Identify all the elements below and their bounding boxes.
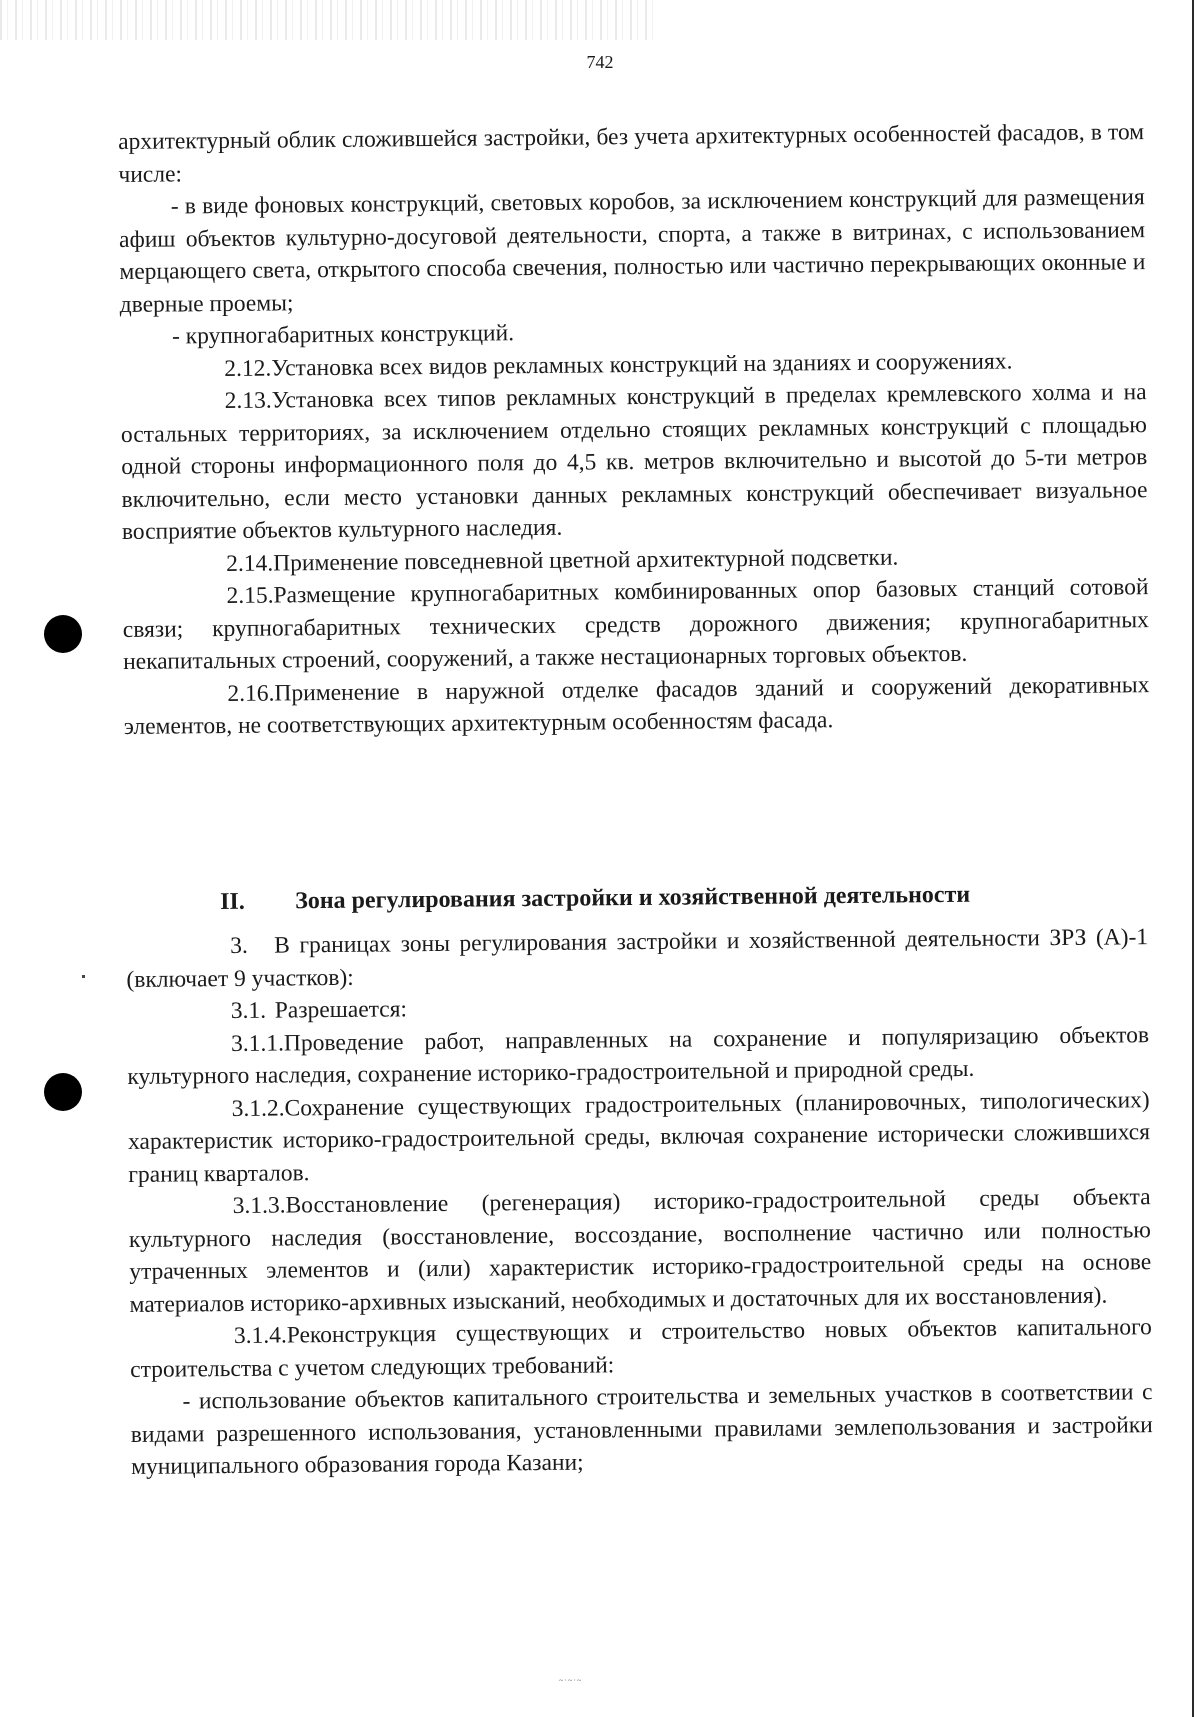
clause-2-13 bbox=[120, 376, 1148, 548]
clause-text: В границах зоны регулирования застройки и хозяйственной деятельности ЗРЗ (А)-1 (включает 9 участков): bbox=[126, 924, 1149, 993]
page-number: 742 bbox=[586, 52, 614, 72]
clause-text: Установка всех видов рекламных конструкций на зданиях и сооружениях. bbox=[271, 347, 1013, 382]
clause-number: 2.15. bbox=[226, 582, 274, 609]
clause-3-1-2 bbox=[128, 1084, 1151, 1191]
clause-number: 2.13. bbox=[224, 387, 272, 414]
clause-2-16 bbox=[123, 669, 1150, 744]
clause-text: Установка всех типов рекламных конструкций в пределах кремлевского холма и на остальных территориях, за исключением отдельно стоящих рекламных конструкций с площадью одной стороны информационного поля до 4,5 кв. метров включительно и высотой до 5-ти метров включительно, если место установки данных рекламных конструкций обеспечивает визуальное восприятие объектов культурного наследия. bbox=[120, 379, 1148, 545]
clause-2-15 bbox=[122, 571, 1149, 678]
clause-number: 3. bbox=[230, 932, 248, 960]
clause-text: Реконструкция существующих и строительство новых объектов капитального строительства с учетом следующих требований: bbox=[130, 1314, 1152, 1383]
paragraph: - использование объектов капитального строительства и земельных участков в соответствии с видами разрешенного использования, установленными правилами землепользования и застройки муниципального образования города Казани; bbox=[130, 1379, 1153, 1480]
clause-number: 2.14. bbox=[226, 550, 274, 577]
clause-text: Применение повседневной цветной архитектурной подсветки. bbox=[273, 544, 899, 577]
footer-mark: ~·~·~ bbox=[559, 1676, 583, 1685]
section-roman-numeral: II. bbox=[220, 888, 245, 915]
paragraph: архитектурный облик сложившейся застройки, без учета архитектурных особенностей фасадов, в том числе: bbox=[118, 119, 1145, 188]
clause-3-1-3 bbox=[128, 1181, 1151, 1321]
clause-text: Применение в наружной отделке фасадов зданий и сооружений декоративных элементов, не соответствующих архитектурным особенностям фасада. bbox=[123, 671, 1150, 740]
clause-number: 3.1.3. bbox=[232, 1192, 286, 1219]
clause-text: Сохранение существующих градостроительных (планировочных, типологических) характеристик историко-градостроительной среды, включая сохранение исторически сложившихся границ кварталов. bbox=[127, 1086, 1151, 1188]
clause-3 bbox=[126, 921, 1149, 996]
punch-hole bbox=[44, 615, 82, 653]
punch-hole bbox=[44, 1073, 82, 1111]
clause-text: Разрешается: bbox=[274, 996, 408, 1024]
clause-number: 3.1.4. bbox=[233, 1322, 287, 1349]
section-heading bbox=[220, 881, 1100, 916]
scan-speck bbox=[82, 975, 85, 978]
clause-number: 3.1.2. bbox=[231, 1094, 285, 1122]
scan-edge bbox=[1192, 0, 1194, 1717]
clause-text: Проведение работ, направленных на сохранение и популяризацию объектов культурного наследия, сохранение историко-градостроительной и природной среды. bbox=[127, 1021, 1150, 1090]
clause-number: 3.1.1. bbox=[230, 1029, 285, 1057]
clause-number: 2.16. bbox=[227, 680, 275, 707]
clause-text: Размещение крупногабаритных комбинированных опор базовых станций сотовой связи; крупногабаритных технических средств дорожного движения; крупногабаритных некапитальных строений, сооружений, а также нестационарных торговых объектов. bbox=[122, 574, 1149, 675]
paragraph: - крупногабаритных конструкций. bbox=[171, 320, 515, 350]
clause-text: Восстановление (регенерация) историко-градостроительной среды объекта культурного наследия (восстановление, воссоздание, восполнение частично или полностью утраченных элементов и (или) характеристик историко-градостроительной среды на основе материалов историко-архивных изысканий, необходимых и достаточных для их восстановления). bbox=[128, 1184, 1152, 1318]
clause-number: 3.1. bbox=[230, 997, 267, 1024]
section-3-zrz bbox=[126, 921, 1153, 1483]
clause-3-1-1 bbox=[127, 1019, 1150, 1094]
section-2-restrictions bbox=[118, 116, 1150, 743]
clause-3-1-4 bbox=[130, 1311, 1153, 1386]
paragraph: - в виде фоновых конструкций, световых коробов, за исключением конструкций для размещения афиш объектов культурно-досуговой деятельности, спорта, а также в витринах, с использованием мерцающего света, открытого способа свечения, полностью или частично перекрывающих оконные и дверные проемы; bbox=[118, 184, 1146, 318]
section-title: Зона регулирования застройки и хозяйственной деятельности bbox=[294, 881, 971, 915]
clause-number: 2.12. bbox=[224, 355, 272, 382]
scan-noise bbox=[0, 0, 660, 40]
